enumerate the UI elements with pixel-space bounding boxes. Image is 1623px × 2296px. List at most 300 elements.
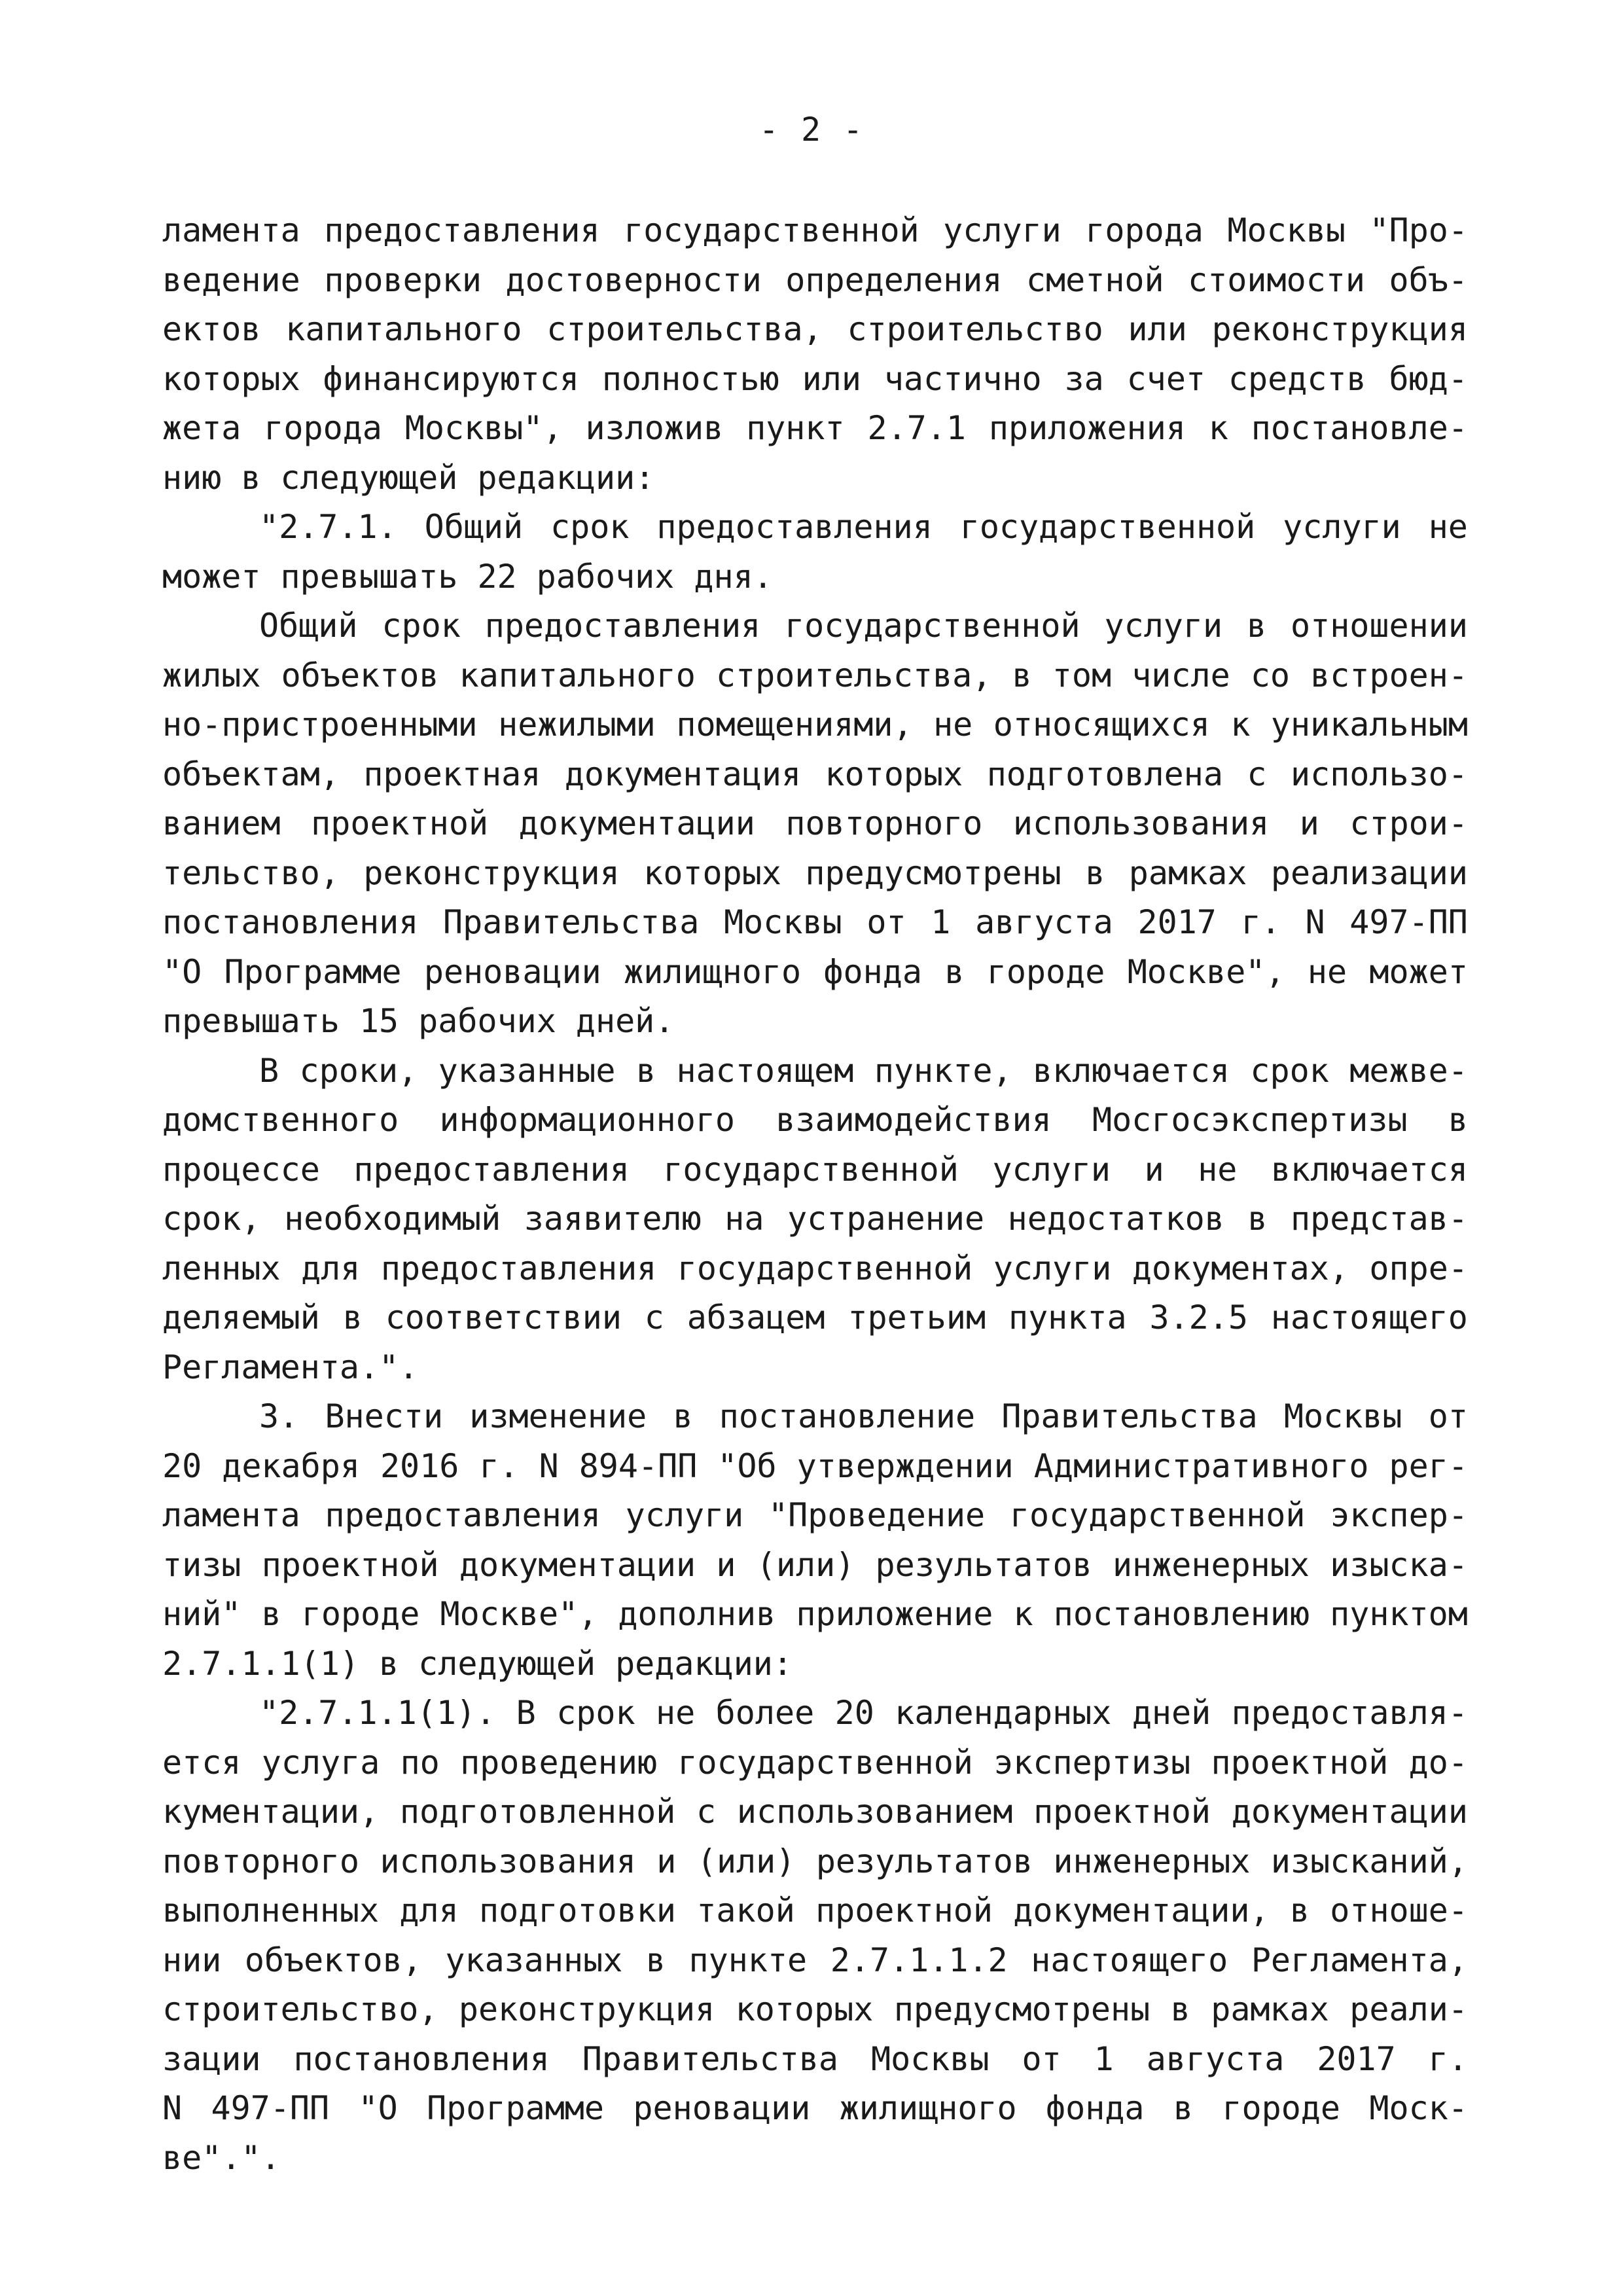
word: срок bbox=[556, 1694, 635, 1732]
word: использования bbox=[380, 1842, 636, 1880]
word: декабря bbox=[222, 1446, 360, 1485]
text-line bbox=[162, 1442, 1468, 1492]
word: объ- bbox=[1389, 260, 1468, 299]
word: нежилыми bbox=[498, 706, 656, 744]
word: услуги bbox=[625, 1496, 744, 1534]
word: жилищного bbox=[839, 2089, 1017, 2127]
word: города bbox=[264, 409, 382, 447]
text-line bbox=[162, 305, 1468, 355]
text-line bbox=[162, 355, 1468, 404]
word: постановление bbox=[719, 1397, 976, 1435]
word: государственной bbox=[959, 508, 1256, 546]
word: дней bbox=[1132, 1694, 1211, 1732]
word: 2.7.1.1.2 bbox=[830, 1941, 1008, 1979]
word: более bbox=[715, 1694, 815, 1732]
word: настоящем bbox=[676, 1051, 854, 1090]
word: предоставления bbox=[325, 1496, 601, 1534]
word: Москвы bbox=[1227, 211, 1346, 249]
word: 497-ПП bbox=[1349, 903, 1468, 941]
word: 1 bbox=[931, 903, 951, 941]
word: городе bbox=[1222, 2089, 1341, 2127]
word: предоставления bbox=[353, 1150, 630, 1189]
text-line bbox=[162, 1787, 1468, 1837]
word: Москвы bbox=[1283, 1397, 1402, 1435]
word: документация bbox=[564, 755, 802, 793]
word: не bbox=[1307, 952, 1347, 991]
word: Москве", bbox=[440, 1595, 598, 1633]
word: государственной bbox=[785, 607, 1080, 645]
word: инженерных bbox=[1053, 1842, 1251, 1880]
word: реконструкция bbox=[458, 1990, 715, 2028]
text-line bbox=[162, 948, 1468, 997]
text-line bbox=[162, 404, 1468, 454]
word: стоимости bbox=[1188, 260, 1366, 299]
word: результатов bbox=[815, 1842, 1033, 1880]
word: N bbox=[539, 1446, 559, 1485]
word: в bbox=[1448, 1101, 1468, 1139]
word: реновации bbox=[633, 2089, 811, 2127]
word: рабочих bbox=[418, 1002, 556, 1040]
word: повторного bbox=[162, 1842, 360, 1880]
word: пункте bbox=[688, 1941, 808, 1979]
word: предусмотрены bbox=[893, 1990, 1150, 2028]
word: документации bbox=[1231, 1793, 1468, 1831]
word: Правительства bbox=[443, 903, 700, 941]
word: необходимый bbox=[284, 1200, 501, 1238]
word: в bbox=[635, 1051, 656, 1090]
word: указанные bbox=[438, 1051, 616, 1090]
word: бюд- bbox=[1389, 359, 1468, 398]
word: приложение bbox=[796, 1595, 993, 1633]
word: в bbox=[1170, 1990, 1190, 2028]
word: повторного bbox=[785, 804, 983, 842]
word: Москве", bbox=[1127, 952, 1285, 991]
text-line bbox=[162, 503, 1468, 552]
word: дней. bbox=[575, 1002, 675, 1040]
word: счет bbox=[1126, 359, 1206, 398]
word: отношении bbox=[1291, 607, 1468, 645]
word: том bbox=[1052, 656, 1112, 694]
word: 2.7.1 bbox=[867, 409, 966, 447]
word: деляемый bbox=[162, 1299, 320, 1336]
word: Моск- bbox=[1369, 2089, 1468, 2127]
text-line bbox=[162, 1096, 1468, 1145]
text-line bbox=[162, 256, 1468, 306]
word: инженерных bbox=[1112, 1545, 1310, 1584]
text-line bbox=[162, 206, 1468, 256]
word: к bbox=[1013, 1595, 1033, 1633]
word: в bbox=[241, 458, 261, 497]
word: 3. bbox=[259, 1397, 299, 1435]
word: реновации bbox=[423, 952, 601, 991]
word: "О bbox=[358, 2089, 398, 2127]
text-line bbox=[162, 1343, 1468, 1393]
word: государственной bbox=[1009, 1496, 1306, 1534]
word: в bbox=[261, 1595, 281, 1633]
word: пункта bbox=[1008, 1299, 1127, 1336]
word: включается bbox=[1032, 1051, 1230, 1090]
word: и bbox=[656, 1842, 677, 1880]
word: "Проведение bbox=[768, 1496, 986, 1534]
word: на bbox=[724, 1200, 764, 1238]
text-line bbox=[162, 2035, 1468, 2085]
word: редакции: bbox=[615, 1644, 793, 1683]
word: проектной bbox=[1033, 1793, 1211, 1831]
word: которых bbox=[162, 359, 300, 398]
word: результатов bbox=[875, 1545, 1092, 1584]
word: выполненных bbox=[162, 1892, 380, 1929]
word: изменение bbox=[469, 1397, 647, 1435]
word: от bbox=[1428, 1397, 1468, 1435]
word: недостатков bbox=[1007, 1200, 1224, 1238]
text-line bbox=[162, 552, 1468, 602]
word: превышать bbox=[162, 1002, 340, 1040]
text-line bbox=[162, 849, 1468, 899]
word: средств bbox=[1228, 359, 1366, 398]
word: встроен- bbox=[1310, 656, 1468, 694]
word: сметной bbox=[1026, 260, 1164, 299]
word: (или) bbox=[756, 1545, 855, 1584]
word: настоящего bbox=[1270, 1299, 1468, 1336]
word: пунктом bbox=[1330, 1595, 1468, 1633]
word: постановлению bbox=[1053, 1595, 1310, 1633]
word: проектной bbox=[815, 1892, 993, 1929]
word: государственной bbox=[624, 211, 919, 249]
word: услуги bbox=[992, 1150, 1111, 1189]
word: но-пристроенными bbox=[162, 706, 478, 744]
text-line bbox=[162, 1985, 1468, 2035]
word: Регламента.". bbox=[162, 1348, 419, 1386]
word: в bbox=[944, 952, 965, 991]
word: подготовленной bbox=[399, 1793, 676, 1831]
word: использованием bbox=[736, 1793, 1013, 1831]
word: рабочих bbox=[536, 557, 675, 596]
text-line bbox=[162, 1194, 1468, 1244]
word: частично bbox=[883, 359, 1042, 398]
word: услуга bbox=[261, 1743, 380, 1782]
text-line bbox=[162, 1491, 1468, 1541]
word: жилищного bbox=[624, 952, 802, 991]
word: объектам, bbox=[162, 755, 340, 793]
word: использования bbox=[1012, 804, 1270, 842]
text-line bbox=[162, 1640, 1468, 1689]
word: предоставления bbox=[324, 211, 600, 249]
word: проектной bbox=[261, 1545, 439, 1584]
word: Административного bbox=[1033, 1446, 1369, 1485]
word: процессе bbox=[162, 1150, 320, 1189]
word: тизы bbox=[162, 1545, 241, 1584]
word: по bbox=[400, 1743, 440, 1782]
word: срок bbox=[1250, 1051, 1329, 1090]
text-line bbox=[162, 2134, 1468, 2183]
text-line bbox=[162, 1936, 1468, 1986]
word: проектной bbox=[1211, 1743, 1389, 1782]
word: может bbox=[162, 557, 261, 596]
word: в bbox=[1247, 607, 1267, 645]
word: 497-ПП bbox=[211, 2089, 330, 2127]
word: городе bbox=[986, 952, 1105, 991]
word: с bbox=[644, 1299, 664, 1336]
word: числе bbox=[1132, 656, 1230, 694]
word: изысканий, bbox=[1270, 1842, 1468, 1880]
word: города bbox=[1085, 211, 1204, 249]
word: кументации, bbox=[162, 1793, 380, 1831]
word: Программе bbox=[427, 2089, 605, 2127]
text-line bbox=[162, 2084, 1468, 2134]
word: относящихся bbox=[993, 706, 1210, 744]
word: 2017 bbox=[1317, 2039, 1396, 2078]
word: Москвы bbox=[724, 903, 842, 941]
word: полностью bbox=[601, 359, 779, 398]
word: 2.7.1.1(1) bbox=[162, 1644, 360, 1683]
word: проверки bbox=[324, 260, 482, 299]
word: постановле- bbox=[1251, 409, 1468, 447]
word: постановления bbox=[162, 903, 419, 941]
word: сроки, bbox=[299, 1051, 418, 1090]
word: к bbox=[1208, 409, 1228, 447]
word: в bbox=[673, 1397, 693, 1435]
word: ний" bbox=[162, 1595, 241, 1633]
word: устранение bbox=[787, 1200, 985, 1238]
word: подготовки bbox=[478, 1892, 677, 1929]
word: к bbox=[1230, 706, 1251, 744]
word: "2.7.1.1(1). bbox=[259, 1694, 496, 1732]
word: августа bbox=[975, 903, 1113, 941]
text-line bbox=[162, 1738, 1468, 1788]
word: в bbox=[1289, 1892, 1310, 1929]
word: рамках bbox=[1128, 853, 1247, 892]
word: рег- bbox=[1389, 1446, 1468, 1485]
word: включается bbox=[1270, 1150, 1468, 1189]
word: государственной bbox=[663, 1150, 959, 1189]
text-line bbox=[162, 799, 1468, 849]
text-line bbox=[162, 1886, 1468, 1936]
word: представ- bbox=[1291, 1200, 1468, 1238]
word: экспер- bbox=[1330, 1496, 1468, 1534]
word: подготовлена bbox=[986, 755, 1223, 793]
word: в bbox=[379, 1644, 399, 1683]
word: N bbox=[162, 2089, 183, 2127]
word: государственной bbox=[677, 1249, 973, 1287]
word: "2.7.1. bbox=[259, 508, 397, 546]
word: уникальным bbox=[1270, 706, 1468, 744]
document-body bbox=[162, 206, 1468, 2183]
word: проектной bbox=[311, 804, 489, 842]
word: и bbox=[716, 1545, 736, 1584]
word: предоставления bbox=[380, 1249, 657, 1287]
text-line bbox=[162, 1837, 1468, 1887]
text-line bbox=[162, 1047, 1468, 1096]
word: В bbox=[516, 1694, 536, 1732]
word: приложения bbox=[988, 409, 1186, 447]
word: может bbox=[1369, 952, 1468, 991]
word: с bbox=[696, 1793, 717, 1831]
word: документации bbox=[459, 1545, 696, 1584]
word: следующей bbox=[418, 1644, 596, 1683]
word: не bbox=[933, 706, 973, 744]
word: дня. bbox=[694, 557, 773, 596]
word: тельство, bbox=[162, 853, 340, 892]
word: проведению bbox=[460, 1743, 658, 1782]
text-line bbox=[162, 454, 1468, 503]
word: 3.2.5 bbox=[1149, 1299, 1248, 1336]
word: ектов bbox=[162, 310, 261, 348]
word: услуги bbox=[1283, 508, 1401, 546]
word: Мосгосэкспертизы bbox=[1092, 1101, 1408, 1139]
word: г. bbox=[1241, 903, 1281, 941]
word: в bbox=[1012, 656, 1032, 694]
word: ется bbox=[162, 1743, 241, 1782]
word: 2016 bbox=[380, 1446, 459, 1485]
word: ванием bbox=[162, 804, 281, 842]
text-line bbox=[162, 1541, 1468, 1590]
word: в bbox=[342, 1299, 363, 1336]
word: Общий bbox=[424, 508, 524, 546]
word: опре- bbox=[1369, 1249, 1468, 1287]
word: реконструкция bbox=[1211, 310, 1468, 348]
word: услуги bbox=[943, 211, 1061, 249]
word: для bbox=[301, 1249, 361, 1287]
word: услуги bbox=[993, 1249, 1112, 1287]
word: ламента bbox=[162, 211, 300, 249]
word: утверждении bbox=[796, 1446, 1014, 1485]
word: такой bbox=[696, 1892, 795, 1929]
word: с bbox=[1247, 755, 1267, 793]
word: Внести bbox=[325, 1397, 444, 1435]
word: Общий bbox=[259, 607, 358, 645]
word: нии bbox=[162, 1941, 222, 1979]
word: ленных bbox=[162, 1249, 281, 1287]
word: дополнив bbox=[618, 1595, 776, 1633]
word: третьим bbox=[847, 1299, 986, 1336]
word: документах, bbox=[1132, 1249, 1349, 1287]
word: Москвы bbox=[870, 2039, 990, 2078]
word: для bbox=[399, 1892, 459, 1929]
text-line bbox=[162, 1689, 1468, 1738]
word: экспертизы bbox=[993, 1743, 1191, 1782]
word: Регламента, bbox=[1251, 1941, 1468, 1979]
word: со bbox=[1250, 656, 1291, 694]
word: пункте, bbox=[874, 1051, 1012, 1090]
word: городе bbox=[301, 1595, 420, 1633]
text-line bbox=[162, 651, 1468, 701]
word: Правительства bbox=[582, 2039, 839, 2078]
word: государственной bbox=[677, 1743, 973, 1782]
word: соответствии bbox=[385, 1299, 622, 1336]
word: 15 bbox=[359, 1002, 399, 1040]
word: следующей bbox=[280, 458, 458, 497]
word: и bbox=[1144, 1150, 1164, 1189]
word: срок bbox=[550, 508, 630, 546]
word: Правительства bbox=[1001, 1397, 1258, 1435]
word: жилых bbox=[162, 656, 261, 694]
word: капитального bbox=[285, 310, 522, 348]
word: которых bbox=[643, 853, 781, 892]
word: которых bbox=[825, 755, 963, 793]
word: "О bbox=[162, 952, 202, 991]
word: капитального bbox=[459, 656, 696, 694]
word: зации bbox=[162, 2039, 261, 2078]
word: строительство bbox=[847, 310, 1103, 348]
text-line bbox=[162, 700, 1468, 750]
word: августа bbox=[1146, 2039, 1285, 2078]
word: предоставля- bbox=[1231, 1694, 1468, 1732]
word: абзацем bbox=[687, 1299, 825, 1336]
word: редакции: bbox=[477, 458, 655, 497]
text-line bbox=[162, 750, 1468, 800]
word: использо- bbox=[1290, 755, 1468, 793]
word: строительства, bbox=[546, 310, 823, 348]
word: 2017 bbox=[1137, 903, 1217, 941]
word: взаимодействия bbox=[776, 1101, 1052, 1139]
word: постановления bbox=[293, 2039, 550, 2078]
word: в bbox=[645, 1941, 666, 1979]
word: ве".". bbox=[162, 2138, 281, 2177]
word: в bbox=[1085, 853, 1105, 892]
word: ведение bbox=[162, 260, 300, 299]
word: ламента bbox=[162, 1496, 300, 1534]
text-line bbox=[162, 1145, 1468, 1195]
word: информационного bbox=[439, 1101, 736, 1139]
word: от bbox=[866, 903, 906, 941]
word: или bbox=[1128, 310, 1187, 348]
word: не bbox=[1428, 508, 1468, 546]
word: межве- bbox=[1349, 1051, 1468, 1090]
word: 1 bbox=[1094, 2039, 1114, 2078]
word: помещениями, bbox=[676, 706, 913, 744]
word: 20 bbox=[834, 1694, 874, 1732]
text-line bbox=[162, 601, 1468, 651]
word: 22 bbox=[477, 557, 517, 596]
word: превышать bbox=[280, 557, 458, 596]
word: не bbox=[1198, 1150, 1238, 1189]
word: (или) bbox=[696, 1842, 796, 1880]
word: Москвы", bbox=[404, 409, 563, 447]
word: достоверности bbox=[505, 260, 762, 299]
word: или bbox=[802, 359, 861, 398]
word: предоставления bbox=[656, 508, 933, 546]
word: от bbox=[1022, 2039, 1061, 2078]
word: заявителю bbox=[524, 1200, 702, 1238]
word: за bbox=[1064, 359, 1104, 398]
word: документации, bbox=[1013, 1892, 1270, 1929]
word: срок bbox=[382, 607, 461, 645]
word: в bbox=[1173, 2089, 1194, 2127]
word: реконструкция bbox=[363, 853, 620, 892]
word: рамках bbox=[1211, 1990, 1329, 2028]
word: г. bbox=[1428, 2039, 1468, 2078]
word: документации bbox=[518, 804, 755, 842]
word: объектов, bbox=[244, 1941, 422, 1979]
word: фонда bbox=[1046, 2089, 1145, 2127]
word: фонда bbox=[823, 952, 922, 991]
word: строительство, bbox=[162, 1990, 438, 2028]
word: строи- bbox=[1349, 804, 1468, 842]
word: календарных bbox=[895, 1694, 1112, 1732]
word: В bbox=[259, 1051, 279, 1090]
text-line bbox=[162, 898, 1468, 948]
text-line bbox=[162, 997, 1468, 1047]
word: "Про- bbox=[1369, 211, 1468, 249]
word: предусмотрены bbox=[805, 853, 1061, 892]
word: отноше- bbox=[1330, 1892, 1468, 1929]
word: срок, bbox=[162, 1200, 261, 1238]
word: реализации bbox=[1270, 853, 1468, 892]
word: пункт bbox=[746, 409, 845, 447]
text-line bbox=[162, 1590, 1468, 1640]
word: предоставления bbox=[484, 607, 761, 645]
word: строительства, bbox=[715, 656, 992, 694]
